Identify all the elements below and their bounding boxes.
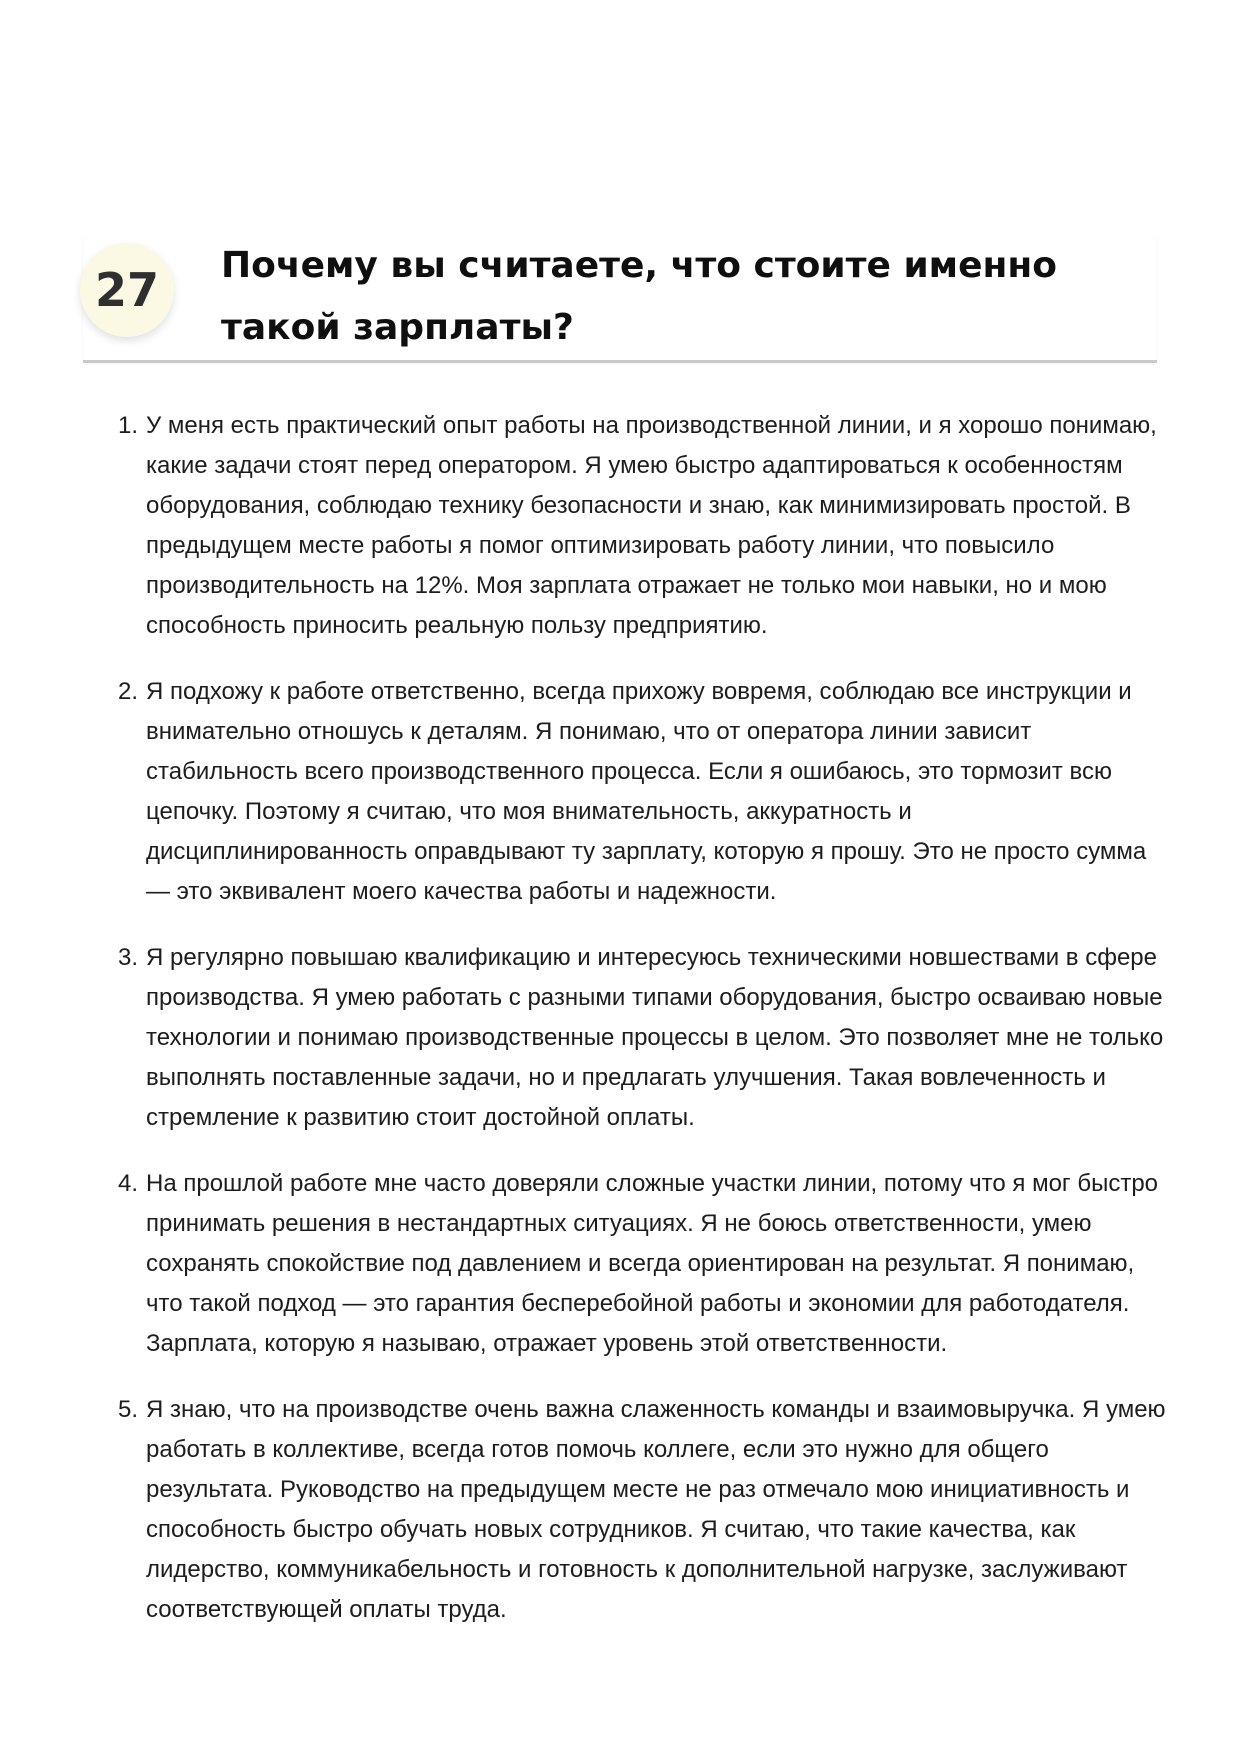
- answer-text: Я знаю, что на производстве очень важна слаженность команды и взаимовыручка. Я умею работать в коллективе, всегда готов помочь коллеге, если это нужно для общего результата. Руководство на предыдущем месте не раз отмечало мою инициативность и способность быстро обучать новых сотрудников. Я считаю, что такие качества, как лидерство, коммуникабельность и готовность к дополнительной нагрузке, заслуживают соответствующей оплаты труда.: [146, 1396, 1166, 1623]
- answer-list: [118, 406, 1168, 1656]
- answer-item: [118, 1164, 1168, 1364]
- answer-number: 5.: [118, 1396, 139, 1423]
- answer-number: 4.: [118, 1170, 139, 1197]
- answer-item: [118, 938, 1168, 1138]
- answer-item: [118, 672, 1168, 912]
- answer-text: Я регулярно повышаю квалификацию и интересуюсь техническими новшествами в сфере производства. Я умею работать с разными типами оборудования, быстро осваиваю новые технологии и понимаю производственные процессы в целом. Это позволяет мне не только выполнять поставленные задачи, но и предлагать улучшения. Такая вовлеченность и стремление к развитию стоит достойной оплаты.: [146, 944, 1164, 1131]
- answer-number: 1.: [118, 412, 139, 439]
- answer-text: Я подхожу к работе ответственно, всегда прихожу вовремя, соблюдаю все инструкции и внимательно отношусь к деталям. Я понимаю, что от оператора линии зависит стабильность всего производственного процесса. Если я ошибаюсь, это тормозит всю цепочку. Поэтому я считаю, что моя внимательность, аккуратность и дисциплинированность оправдывают ту зарплату, которую я прошу. Это не просто сумма — это эквивалент моего качества работы и надежности.: [146, 678, 1147, 905]
- answer-item: [118, 406, 1168, 646]
- answer-text: На прошлой работе мне часто доверяли сложные участки линии, потому что я мог быстро принимать решения в нестандартных ситуациях. Я не боюсь ответственности, умею сохранять спокойствие под давлением и всегда ориентирован на результат. Я понимаю, что такой подход — это гарантия бесперебойной работы и экономии для работодателя. Зарплата, которую я называю, отражает уровень этой ответственности.: [146, 1170, 1159, 1357]
- answer-item: [118, 1390, 1168, 1630]
- answer-number: 3.: [118, 944, 139, 971]
- question-number-badge: 27: [80, 243, 174, 337]
- question-title: Почему вы считаете, что стоите именно такой зарплаты?: [221, 245, 1057, 348]
- answer-text: У меня есть практический опыт работы на производственной линии, и я хорошо понимаю, какие задачи стоят перед оператором. Я умею быстро адаптироваться к особенностям оборудования, соблюдаю технику безопасности и знаю, как минимизировать простой. В предыдущем месте работы я помог оптимизировать работу линии, что повысило производительность на 12%. Моя зарплата отражает не только мои навыки, но и мою способность приносить реальную пользу предприятию.: [146, 412, 1157, 639]
- answer-number: 2.: [118, 678, 139, 705]
